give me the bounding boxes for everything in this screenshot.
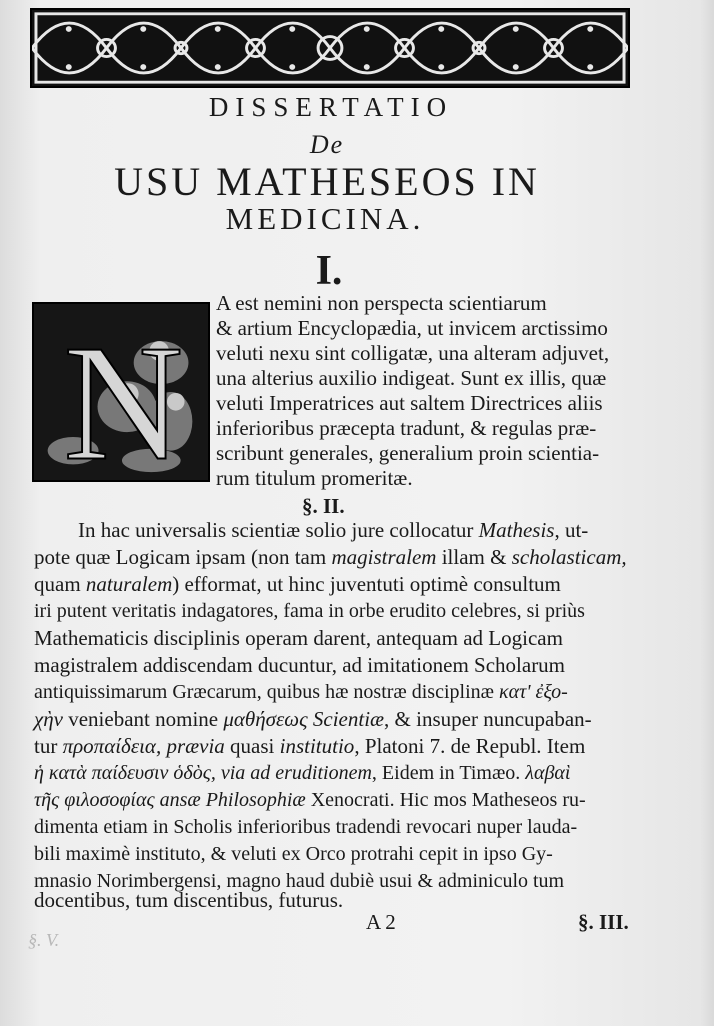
text-line: scribunt generales, generalium proin scientia- xyxy=(216,441,600,465)
text-line: antiquissimarum Græcarum, quibus hæ nostræ disciplinæ κατ' ἐξο- xyxy=(34,681,568,703)
heading-de: De xyxy=(309,130,345,159)
bleed-through-mark: §. V. xyxy=(28,930,60,950)
catchword: §. III. xyxy=(578,910,629,934)
text-line: tur προπαίδεια, prævia quasi institutio, Platoni 7. de Republ. Item xyxy=(34,734,586,758)
heading-title-line2: MEDICINA. xyxy=(225,201,425,236)
text-line: Mathematicis disciplinis operam darent, antequam ad Logicam xyxy=(34,626,563,650)
text-line: inferioribus præcepta tradunt, & regulas præ- xyxy=(216,416,597,440)
text-line: veluti Imperatrices aut saltem Directrices aliis xyxy=(216,391,603,415)
text-line: rum titulum promeritæ. xyxy=(216,466,413,490)
text-line: iri putent veritatis indagatores, fama in orbe erudito celebres, si priùs xyxy=(34,600,585,622)
text-line: una alterius auxilio indigeat. Sunt ex illis, quæ xyxy=(216,366,607,390)
text-line: A est nemini non perspecta scientiarum xyxy=(216,291,547,315)
text-line: quam naturalem) efformat, ut hinc juventuti optimè consultum xyxy=(34,572,561,596)
text-line: dimenta etiam in Scholis inferioribus tradendi revocari nuper lauda- xyxy=(34,816,578,838)
section-number-one: I. xyxy=(315,248,343,294)
text-line: In hac universalis scientiæ solio jure collocatur Mathesis, ut- xyxy=(78,518,589,542)
decorated-initial-letter xyxy=(32,302,210,482)
text-line: magistralem addiscendam ducuntur, ad imitationem Scholarum xyxy=(34,653,566,677)
text-line: pote quæ Logicam ipsam (non tam magistralem illam & scholasticam, xyxy=(34,545,627,569)
text-line: ἡ κατὰ παίδευσιν ὁδὸς, via ad eruditionem, Eidem in Timæo. λαβαὶ xyxy=(34,762,571,784)
text-line: mnasio Norimbergensi, magno haud dubiè usui & adminiculo tum xyxy=(34,870,565,892)
text-line: veluti nexu sint colligatæ, una alteram adjuvet, xyxy=(216,341,610,365)
text-line: χὴν veniebant nomine μαθήσεως Scientiæ, & insuper nuncupaban- xyxy=(34,707,592,731)
text-line: docentibus, tum discentibus, futurus. xyxy=(34,888,344,912)
heading-dissertatio: DISSERTATIO xyxy=(208,92,454,122)
ornamental-headpiece xyxy=(30,8,630,88)
text-line: bili maximè instituto, & veluti ex Orco protrahi cepit in ipso Gy- xyxy=(34,843,553,865)
section-number-two: §. II. xyxy=(302,494,345,518)
text-line: & artium Encyclopædia, ut invicem arctissimo xyxy=(216,316,608,340)
signature-mark: A 2 xyxy=(366,910,396,934)
initial-letter-glyph: N xyxy=(63,310,184,480)
text-line: τῆς φιλοσοφίας ansæ Philosophiæ Xenocrati. Hic mos Matheseos ru- xyxy=(34,789,586,811)
heading-title-line1: USU MATHESEOS IN xyxy=(114,159,540,204)
